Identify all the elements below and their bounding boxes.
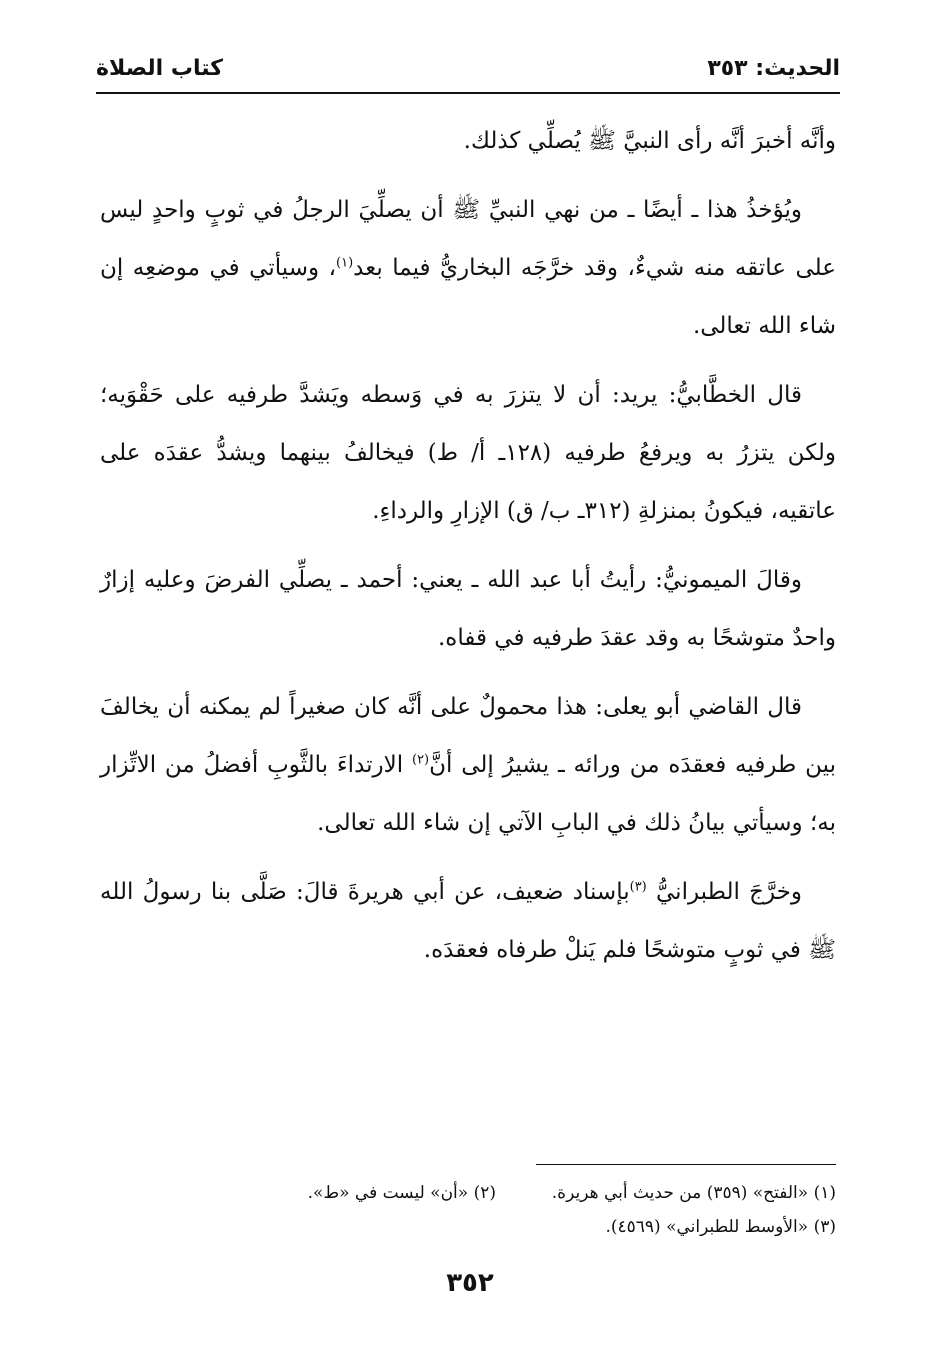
footnote-2: (٢) «أن» ليست في «ط». [307,1183,496,1203]
main-text [100,112,836,990]
paragraph-6 [100,863,836,979]
paragraph-6-tail: بإسناد ضعيف، عن أبي هريرةَ قالَ: صَلَّى بنا رسولُ الله ﷺ في ثوبٍ متوشحًا فلم يَنلْ طرفاه فعقدَه. [100,879,836,963]
paragraph-6-text: وخرَّجَ الطبرانيُّ [656,879,802,905]
paragraph-3: قال الخطَّابيُّ: يريد: أن لا يتزرَ به في وَسطه ويَشدَّ طرفيه على حَقْوَيه؛ ولكن يتزرُ به ويرفعُ طرفيه (١٢٨ـ أ/ ط) فيخالفُ بينهما ويشدُّ عقدَه على عاتقيه، فيكونُ بمنزلةِ (٣١٢ـ ب/ ق) الإزارِ والرداءِ. [100,382,837,524]
paragraph-5-text: قال القاضي أبو يعلى: هذا محمولٌ على أنَّه كان صغيراً لم يمكنه أن يخالفَ بين طرفيه فعقدَه من ورائه ـ يشيرُ إلى أنَّ [100,694,836,778]
footnote-3: (٣) «الأوسط للطبراني» (٤٥٦٩). [605,1217,836,1237]
hadith-number: الحديث: ٣٥٣ [707,56,840,81]
running-head [96,52,840,92]
footnote-1: (١) «الفتح» (٣٥٩) من حديث أبي هريرة. [551,1183,836,1203]
footnotes [100,1176,836,1244]
paragraph-1: وأنَّه أخبرَ أنَّه رأى النبيَّ ﷺ يُصلِّي كذلك. [463,128,836,154]
footnote-row [100,1176,836,1210]
footnote-mark-3: (٣) [629,879,647,895]
footnote-mark-1: (١) [336,255,354,271]
paragraph-5-tail: الارتداءَ بالثَّوبِ أفضلُ من الاتِّزار به؛ وسيأتي بيانُ ذلك في البابِ الآتي إن شاء الله تعالى. [100,752,836,836]
paragraph-2-tail: ، وسيأتي في موضعِه إن شاء الله تعالى. [100,255,836,339]
page-number: ٣٥٢ [446,1268,494,1298]
footnote-mark-2: (٢) [411,752,430,768]
paragraph-5 [100,678,836,852]
book-title: كتاب الصلاة [96,56,223,81]
paragraph-2-text: ويُؤخذُ هذا ـ أيضًا ـ من نهي النبيِّ ﷺ أن يصلِّيَ الرجلُ في ثوبٍ واحدٍ ليس على عاتقه منه شيءٌ، وقد خرَّجَه البخاريُّ فيما بعد [100,197,836,281]
paragraph-4: وقالَ الميمونيُّ: رأيتُ أبا عبد الله ـ يعني: أحمد ـ يصلِّي الفرضَ وعليه إزارٌ واحدٌ متوشحًا به وقد عقدَ طرفيه في قفاه. [100,567,836,651]
header-rule [96,92,840,94]
paragraph-2 [100,181,836,355]
footnote-rule [536,1164,836,1165]
